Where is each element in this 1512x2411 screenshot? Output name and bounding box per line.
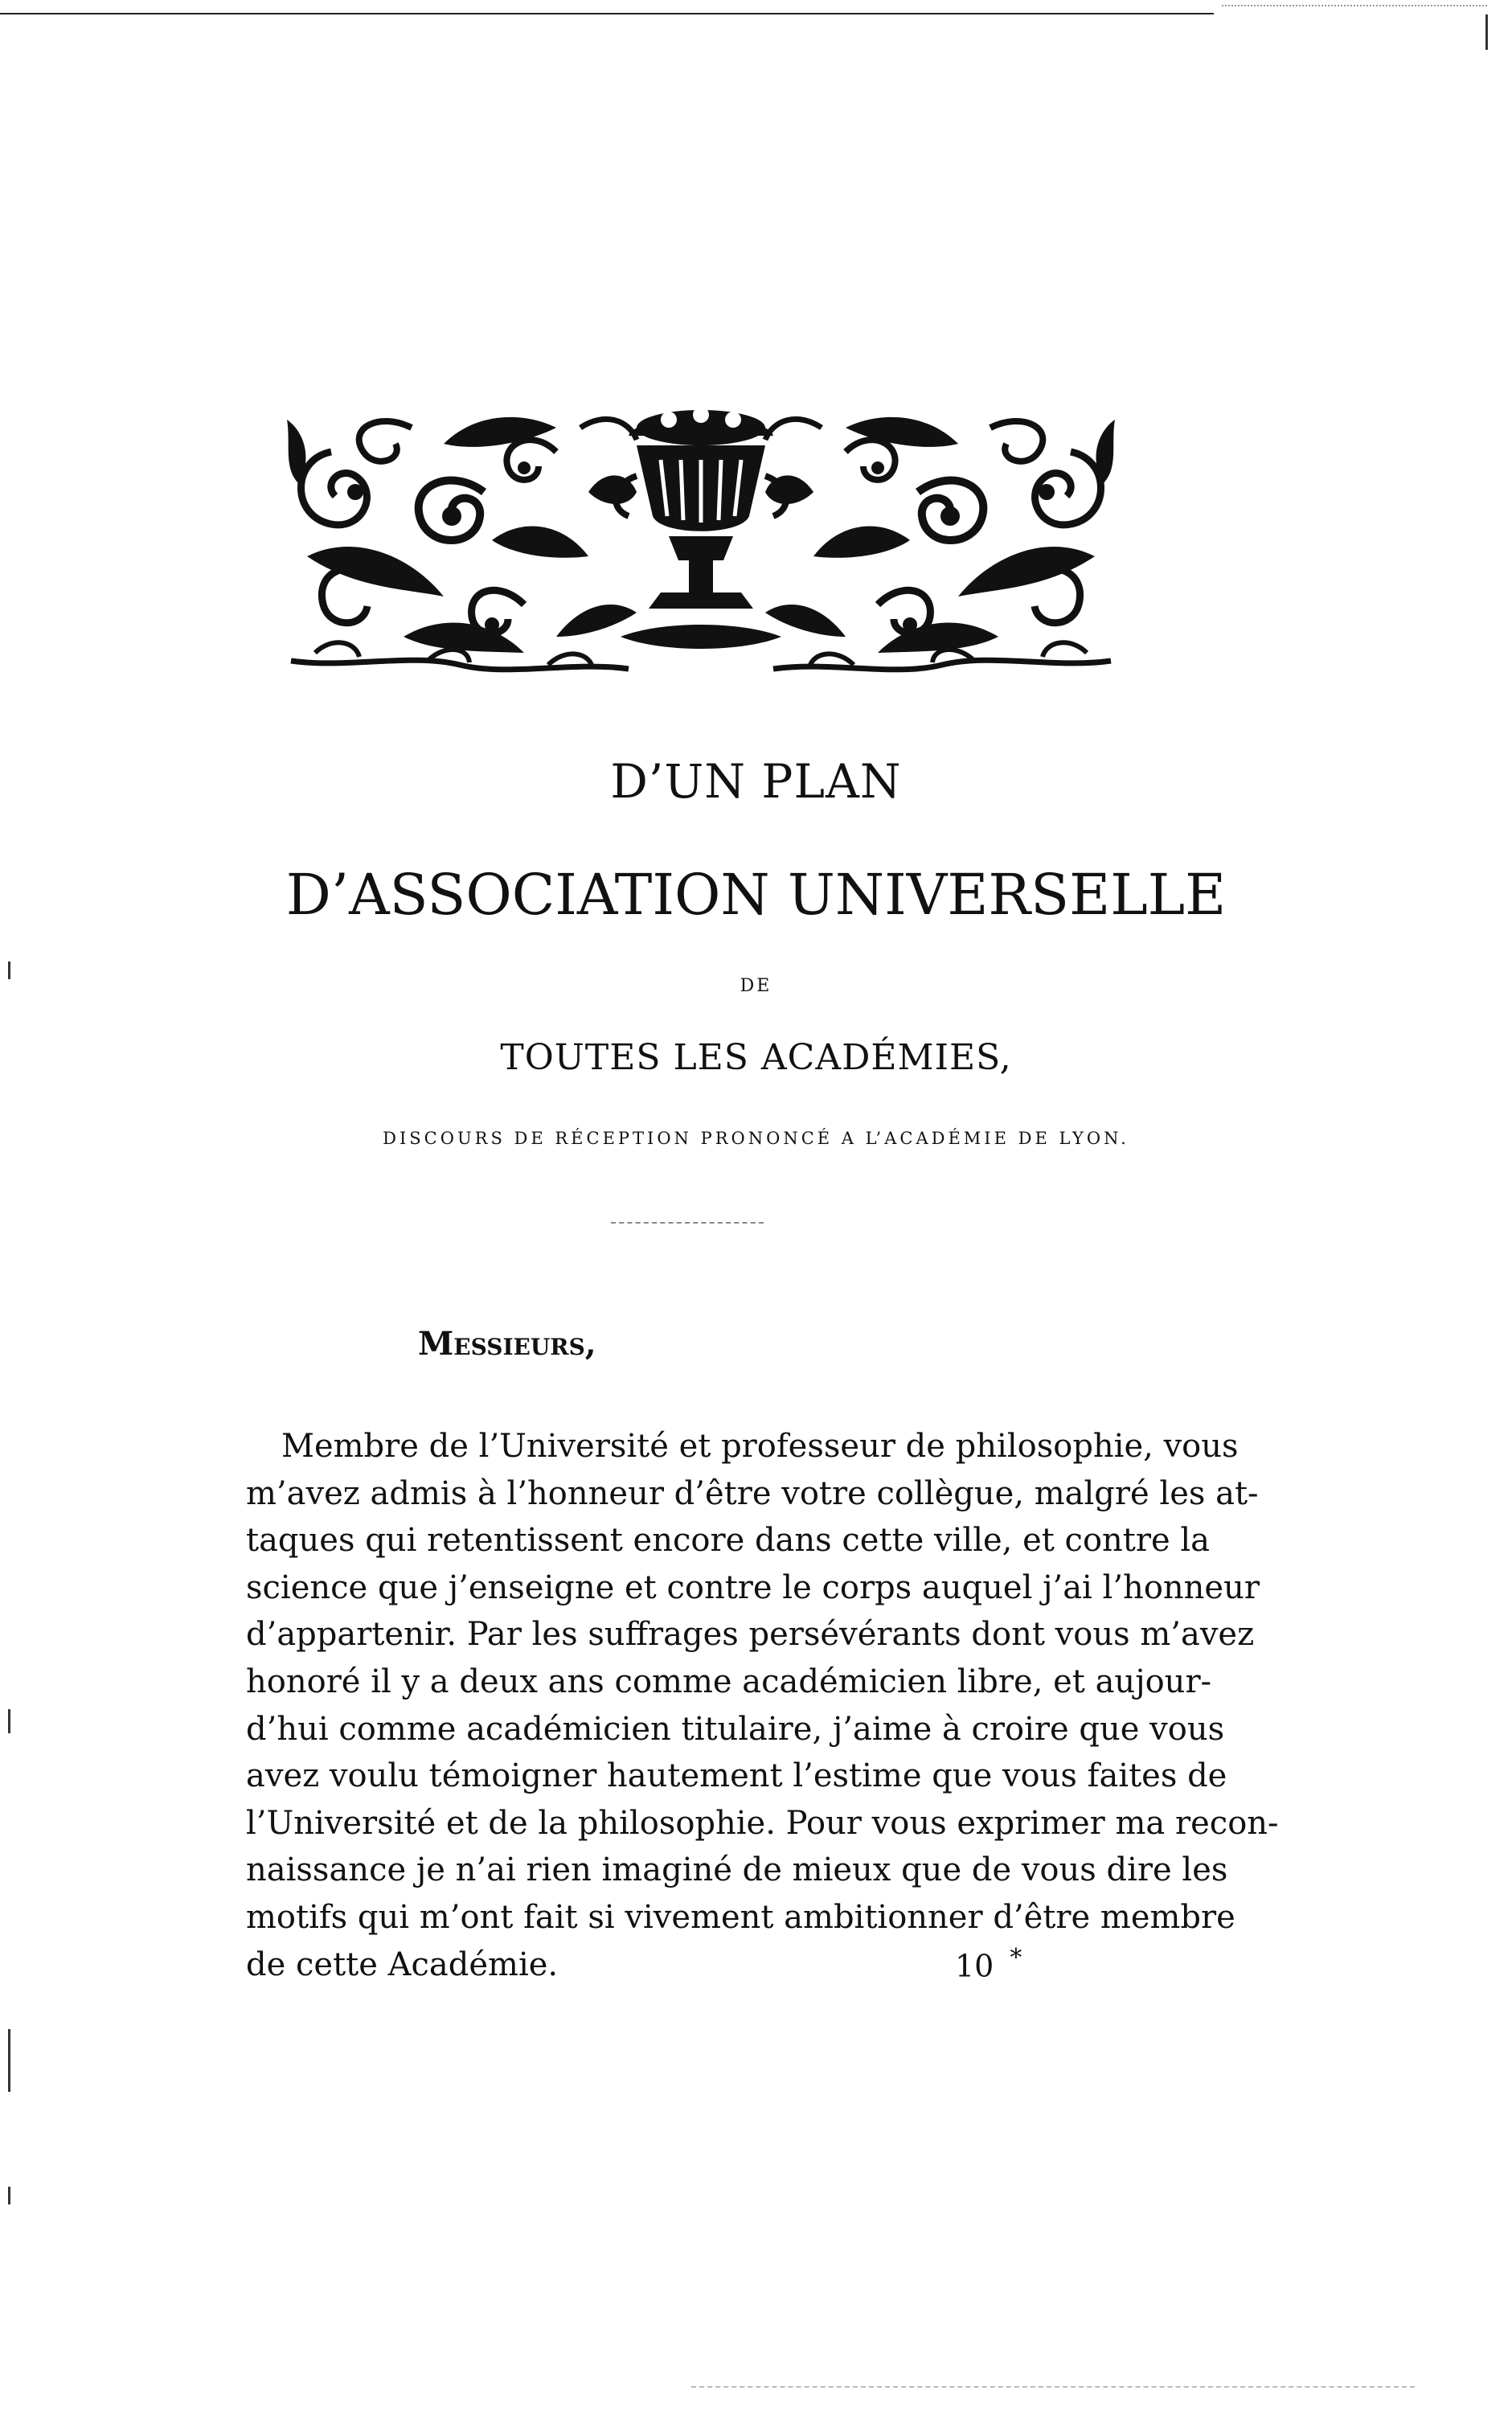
paragraph-line: science que j’enseigne et contre le corps auquel j’ai l’honneur	[246, 1568, 1260, 1606]
paragraph-line: Membre de l’Université et professeur de philosophie, vous	[281, 1428, 1239, 1465]
body-paragraph	[246, 1423, 1279, 1988]
paragraph-line: avez voulu témoigner hautement l’estime que vous faites de	[246, 1757, 1227, 1795]
paragraph-line: honoré il y a deux ans comme académicien libre, et aujour-	[246, 1663, 1212, 1700]
paragraph-line: m’avez admis à l’honneur d’être votre collègue, malgré les at-	[246, 1474, 1259, 1512]
top-border-dots	[1222, 5, 1487, 6]
salutation: Messieurs,	[418, 1325, 596, 1363]
edge-mark	[8, 2029, 10, 2092]
paragraph-line: d’appartenir. Par les suffrages persévérants dont vous m’avez	[246, 1616, 1255, 1654]
top-border-rule	[0, 13, 1214, 14]
paragraph-line: taques qui retentissent encore dans cette ville, et contre la	[246, 1522, 1211, 1560]
title-line-3: TOUTES LES ACADÉMIES,	[500, 1037, 1012, 1078]
title-connector: DE	[740, 976, 772, 996]
section-separator	[611, 1222, 764, 1224]
edge-mark	[8, 1709, 10, 1733]
paragraph-line: l’Université et de la philosophie. Pour vous exprimer ma recon-	[246, 1804, 1279, 1842]
page-signature-mark: *	[1010, 1944, 1022, 1972]
paragraph-line: d’hui comme académicien titulaire, j’aime à croire que vous	[246, 1710, 1225, 1748]
title-line-2: D’ASSOCIATION UNIVERSELLE	[285, 862, 1227, 928]
subtitle: DISCOURS DE RÉCEPTION PRONONCÉ A L’ACADÉMIE DE LYON.	[383, 1129, 1129, 1148]
paragraph-line: de cette Académie.	[246, 1946, 559, 1983]
paragraph-line: motifs qui m’ont fait si vivement ambitionner d’être membre	[246, 1898, 1235, 1936]
title-line-1: D’UN PLAN	[610, 754, 902, 809]
edge-mark	[1485, 14, 1488, 50]
engraved-vase-foliage-headpiece-icon	[283, 396, 1119, 687]
paragraph-line: naissance je n’ai rien imaginé de mieux que de vous dire les	[246, 1851, 1228, 1889]
page-number	[955, 1944, 1022, 1984]
page-number-value: 10	[955, 1948, 994, 1984]
edge-mark	[8, 2187, 10, 2204]
bottom-border-dashes	[691, 2386, 1415, 2388]
